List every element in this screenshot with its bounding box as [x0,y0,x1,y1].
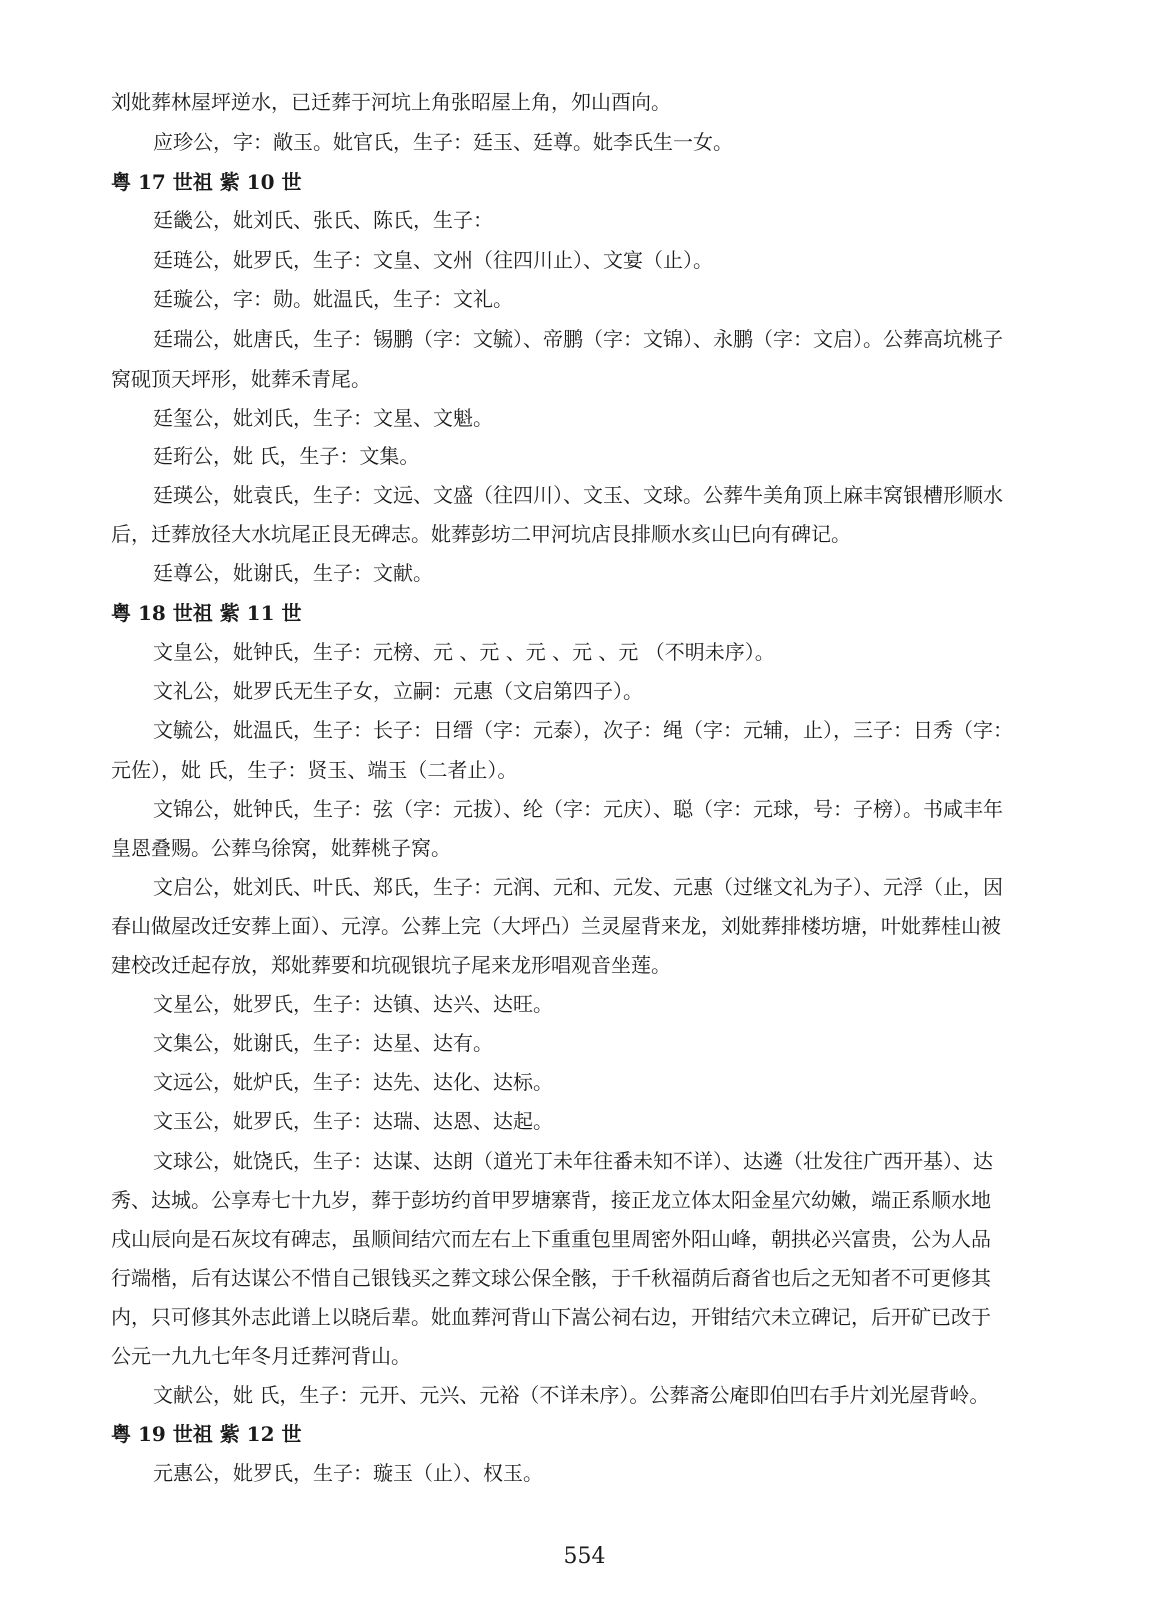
text-line: 刘妣葬林屋坪逆水，已迁葬于河坑上角张昭屋上角，夘山酉向。 [111,90,671,114]
text-line: 文星公，妣罗氏，生子：达镇、达兴、达旺。 [153,992,553,1016]
text-line: 内，只可修其外志此谱上以晓后辈。妣血葬河背山下嵩公祠右边，开钳结穴未立碑记，后开矿已改于 [111,1305,991,1329]
text-line: 春山做屋改迁安葬上面）、元淳。公葬上完（大坪凸）兰灵屋背来龙，刘妣葬排楼坊塘，叶妣葬桂山被 [111,914,1001,938]
text-line: 文献公，妣 氏，生子：元开、元兴、元裕（不详未序）。公葬斋公庵即伯凹右手片刘光屋背岭。 [153,1383,990,1407]
text-line: 廷珩公，妣 氏，生子：文集。 [153,444,420,468]
text-line: 文球公，妣饶氏，生子：达谋、达朗（道光丁未年往番未知不详）、达遴（壮发往广西开基）、达 [153,1149,993,1173]
page-number: 554 [563,1544,606,1569]
text-line: 建校改迁起存放，郑妣葬要和坑砚银坑子尾来龙形唱观音坐莲。 [111,953,671,977]
text-line: 廷瑞公，妣唐氏，生子：锡鹏（字：文毓）、帝鹏（字：文锦）、永鹏（字：文启）。公葬高坑桃子 [153,327,1003,351]
text-line: 文集公，妣谢氏，生子：达星、达有。 [153,1031,493,1055]
text-line: 廷琏公，妣罗氏，生子：文皇、文州（往四川止）、文宴（止）。 [153,248,713,272]
text-line: 公元一九九七年冬月迁葬河背山。 [111,1344,411,1368]
section-heading: 粤 18 世祖 紫 11 世 [111,601,302,625]
text-line: 廷瑛公，妣袁氏，生子：文远、文盛（往四川）、文玉、文球。公葬牛美角顶上麻丰窝银槽形顺水 [153,483,1003,507]
text-line: 皇恩叠赐。公葬乌徐窝，妣葬桃子窝。 [111,836,451,860]
section-heading: 粤 17 世祖 紫 10 世 [111,170,302,194]
text-line: 戌山辰向是石灰坟有碑志，虽顺间结穴而左右上下重重包里周密外阳山峰，朝拱必兴富贵，公为人品 [111,1227,991,1251]
text-line: 文远公，妣炉氏，生子：达先、达化、达标。 [153,1070,553,1094]
text-line: 廷玺公，妣刘氏，生子：文星、文魁。 [153,406,493,430]
text-line: 文礼公，妣罗氏无生子女，立嗣：元惠（文启第四子）。 [153,679,643,703]
text-line: 文皇公，妣钟氏，生子：元榜、元 、元 、元 、元 、元 （不明未序）。 [153,640,775,664]
text-line: 窝砚顶天坪形，妣葬禾青尾。 [111,367,371,391]
text-line: 后，迁葬放径大水坑尾正艮无碑志。妣葬彭坊二甲河坑店艮排顺水亥山巳向有碑记。 [111,522,851,546]
text-line: 秀、达城。公享寿七十九岁，葬于彭坊约首甲罗塘寨背，接正龙立体太阳金星穴幼嫩，端正系顺水地 [111,1188,991,1212]
text-line: 元惠公，妣罗氏，生子：璇玉（止）、权玉。 [153,1461,543,1485]
text-line: 廷尊公，妣谢氏，生子：文献。 [153,561,433,585]
text-line: 文玉公，妣罗氏，生子：达瑞、达恩、达起。 [153,1109,553,1133]
text-line: 应珍公，字：敞玉。妣官氏，生子：廷玉、廷尊。妣李氏生一女。 [153,130,733,154]
text-line: 文锦公，妣钟氏，生子：弦（字：元拔）、纶（字：元庆）、聪（字：元球，号：子榜）。书咸丰年 [153,797,1003,821]
text-line: 元佐），妣 氏，生子：贤玉、端玉（二者止）。 [111,758,518,782]
text-line: 文启公，妣刘氏、叶氏、郑氏，生子：元润、元和、元发、元惠（过继文礼为子）、元浮（止，因 [153,875,1003,899]
text-line: 文毓公，妣温氏，生子：长子：日缙（字：元泰），次子：绳（字：元辅，止），三子：日秀（字： [153,718,1013,742]
text-line: 廷畿公，妣刘氏、张氏、陈氏，生子： [153,208,493,232]
section-heading: 粤 19 世祖 紫 12 世 [111,1422,302,1446]
text-line: 行端楷，后有达谋公不惜自己银钱买之葬文球公保全骸，于千秋福荫后裔省也后之无知者不可更修其 [111,1266,991,1290]
text-line: 廷璇公，字：勋。妣温氏，生子：文礼。 [153,287,513,311]
